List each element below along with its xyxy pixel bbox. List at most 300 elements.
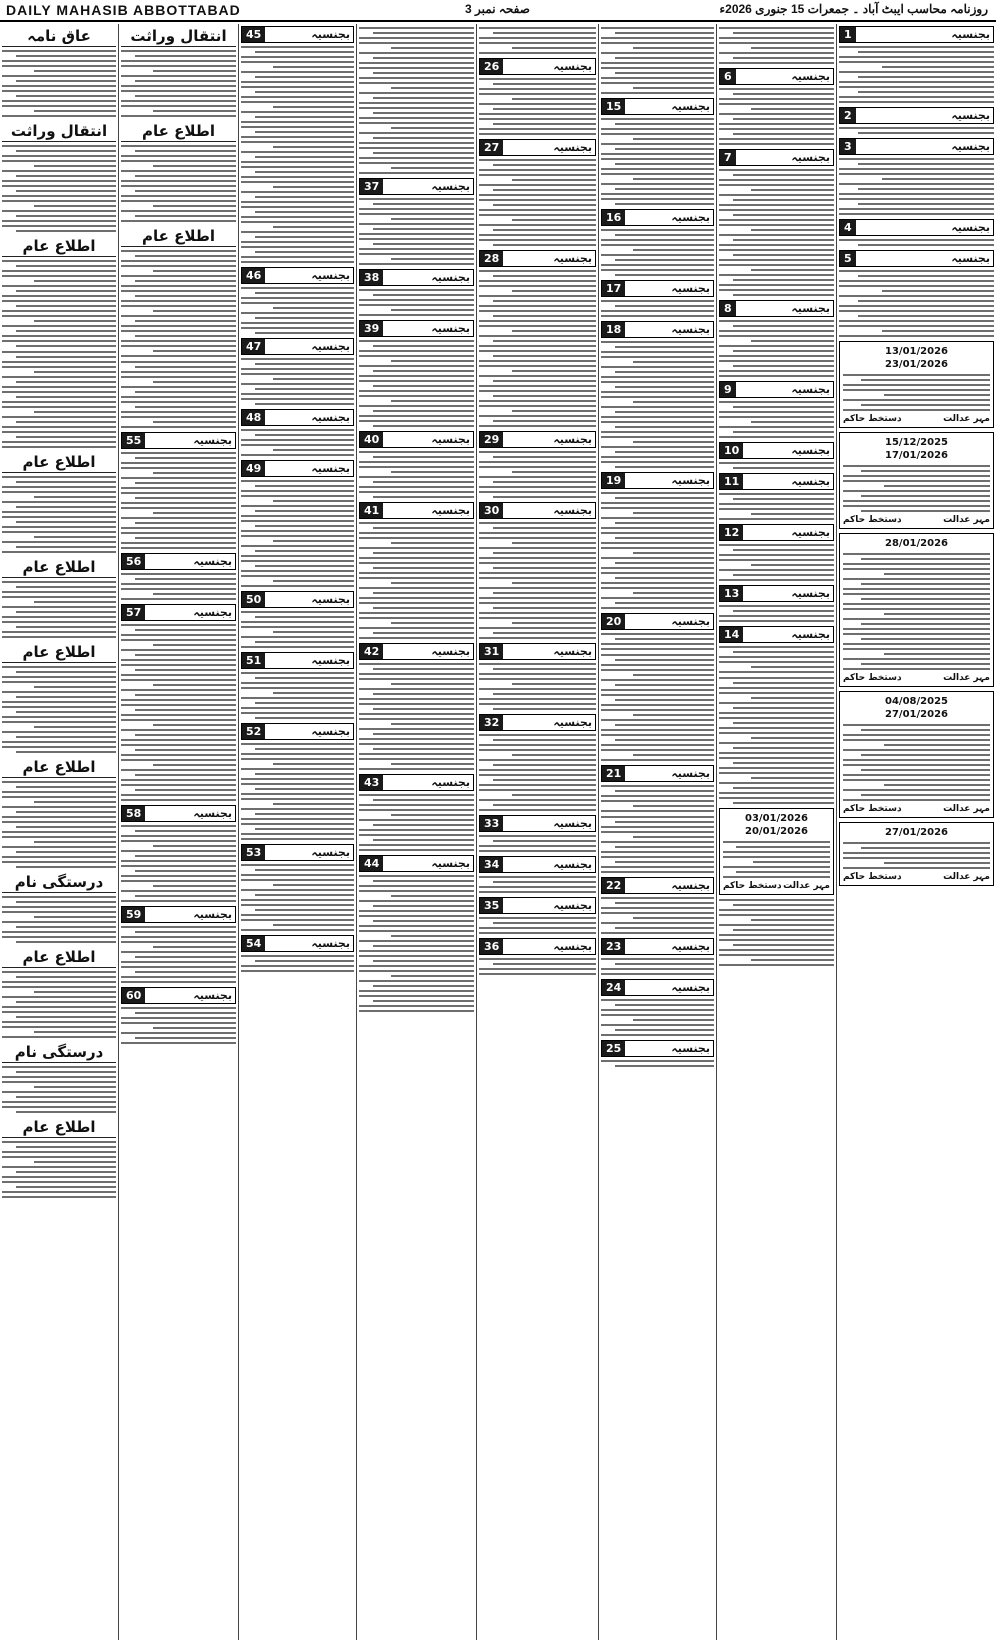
notice-label: بجنسیہ (193, 555, 232, 568)
text-line (719, 204, 834, 206)
text-line (135, 931, 236, 933)
notice-header (719, 381, 834, 398)
text-line (858, 244, 994, 246)
text-line (359, 233, 474, 235)
text-lines (839, 270, 994, 337)
text-line (601, 416, 714, 418)
text-line (153, 885, 236, 887)
text-line (241, 161, 354, 163)
notice-header (359, 178, 474, 195)
text-line (479, 425, 596, 427)
text-line (479, 678, 596, 680)
text-line (241, 126, 354, 128)
text-line (601, 912, 714, 914)
text-line (601, 968, 714, 970)
notice-header (359, 643, 474, 660)
text-line (751, 959, 834, 961)
text-line (2, 105, 116, 107)
text-line (479, 335, 596, 337)
notice-label: بجنسیہ (431, 645, 470, 658)
text-line (493, 527, 596, 529)
text-line (16, 150, 116, 152)
notice-number: 31 (480, 644, 503, 659)
text-line (2, 85, 116, 87)
text-line (615, 1004, 714, 1006)
notice-number: 4 (840, 220, 856, 235)
text-line (843, 618, 990, 620)
text-line (493, 244, 596, 246)
text-line (601, 704, 714, 706)
text-line (601, 1034, 714, 1036)
text-line (153, 421, 236, 423)
text-line (719, 615, 834, 617)
notice-number: 53 (242, 845, 265, 860)
text-line (255, 869, 354, 871)
text-line (391, 895, 474, 897)
text-line (121, 290, 236, 292)
text-line (884, 485, 990, 487)
text-line (719, 169, 834, 171)
notice-number: 14 (720, 627, 743, 642)
text-line (16, 901, 116, 903)
text-line (479, 637, 596, 639)
text-line (2, 1011, 116, 1013)
court-signature (843, 414, 990, 424)
text-line (373, 733, 474, 735)
text-line (135, 497, 236, 499)
text-line (719, 249, 834, 251)
notice-number: 1 (840, 27, 856, 42)
text-line (2, 706, 116, 708)
text-line (373, 345, 474, 347)
text-line (733, 294, 834, 296)
notice-number: 21 (602, 766, 625, 781)
text-line (121, 411, 236, 413)
text-line (16, 436, 116, 438)
notice (601, 27, 714, 94)
notice (2, 872, 116, 943)
text-line (121, 265, 236, 267)
notice-label: بجنسیہ (311, 593, 350, 606)
text-line (733, 574, 834, 576)
text-line (615, 497, 714, 499)
text-line (391, 471, 474, 473)
text-line (121, 260, 236, 262)
notice-label: بجنسیہ (311, 269, 350, 282)
text-line (273, 146, 354, 148)
paper-name: DAILY MAHASIB ABBOTTABAD (6, 2, 241, 18)
text-line (241, 358, 354, 360)
text-line (359, 380, 474, 382)
text-lines (479, 876, 596, 893)
notice-number: 54 (242, 936, 265, 951)
text-line (479, 320, 596, 322)
text-line (16, 811, 116, 813)
text-line (843, 500, 990, 502)
notice-header (601, 1040, 714, 1057)
text-lines (601, 633, 714, 650)
text-lines (2, 476, 116, 553)
notice-header (121, 604, 236, 621)
text-line (479, 375, 596, 377)
text-line (16, 506, 116, 508)
text-line (843, 490, 990, 492)
text-line (615, 699, 714, 701)
text-line (2, 366, 116, 368)
text-line (135, 1012, 236, 1014)
notice (359, 643, 474, 770)
notice (839, 691, 994, 818)
text-line (479, 400, 596, 402)
notice (121, 987, 236, 1044)
text-line (719, 52, 834, 54)
text-line (733, 174, 834, 176)
text-line (733, 610, 834, 612)
text-line (121, 340, 236, 342)
text-line (359, 890, 474, 892)
text-line (373, 748, 474, 750)
text-lines (719, 677, 834, 804)
court-signature (723, 881, 830, 891)
text-line (2, 75, 116, 77)
text-line (719, 103, 834, 105)
text-line (843, 633, 990, 635)
notice (479, 714, 596, 811)
text-line (359, 172, 474, 174)
text-line (135, 629, 236, 631)
text-line (121, 976, 236, 978)
section-heading: انتقال وراثت (121, 26, 236, 47)
notice-header (479, 897, 596, 914)
text-line (135, 578, 236, 580)
text-line (479, 37, 596, 39)
text-line (359, 102, 474, 104)
text-line (601, 341, 714, 343)
text-line (241, 191, 354, 193)
notice-header (839, 107, 994, 124)
text-line (601, 826, 714, 828)
notice-header (719, 300, 834, 317)
text-line (255, 960, 354, 962)
text-line (493, 693, 596, 695)
text-line (861, 769, 990, 771)
text-line (839, 280, 994, 282)
text-line (16, 696, 116, 698)
text-line (615, 927, 714, 929)
notice-number: 56 (122, 554, 145, 569)
text-line (241, 919, 354, 921)
text-line (512, 471, 596, 473)
text-line (615, 790, 714, 792)
text-line (241, 864, 354, 866)
text-line (359, 753, 474, 755)
text-line (719, 274, 834, 276)
text-line (135, 366, 236, 368)
text-line (135, 391, 236, 393)
text-line (861, 558, 990, 560)
text-line (601, 244, 714, 246)
text-line (719, 330, 834, 332)
text-lines (241, 287, 354, 334)
text-line (241, 823, 354, 825)
notice-label: بجنسیہ (431, 433, 470, 446)
text-line (2, 65, 116, 67)
notice (839, 822, 994, 886)
text-line (858, 91, 994, 93)
text-lines (843, 842, 990, 869)
text-line (373, 481, 474, 483)
notice-label: بجنسیہ (951, 221, 990, 234)
text-line (2, 60, 116, 62)
notice-number: 8 (720, 301, 736, 316)
text-line (121, 779, 236, 781)
notice-label: بجنسیہ (553, 141, 592, 154)
text-line (255, 76, 354, 78)
notice-label: بجنسیہ (671, 282, 710, 295)
notice-label: بجنسیہ (311, 725, 350, 738)
text-line (719, 732, 834, 734)
text-line (359, 415, 474, 417)
text-line (861, 729, 990, 731)
text-line (359, 990, 474, 992)
notice (121, 432, 236, 549)
text-line (153, 472, 236, 474)
text-line (733, 431, 834, 433)
text-line (479, 88, 596, 90)
text-line (719, 620, 834, 622)
notice (2, 236, 116, 347)
text-line (16, 751, 116, 753)
text-line (615, 411, 714, 413)
court-notice (839, 341, 994, 428)
text-line (2, 441, 116, 443)
text-line (241, 181, 354, 183)
notice-header (241, 591, 354, 608)
column (476, 24, 598, 1640)
text-line (391, 360, 474, 362)
text-line (241, 697, 354, 699)
text-line (719, 554, 834, 556)
text-line (479, 350, 596, 352)
text-line (2, 100, 116, 102)
notice (241, 844, 354, 931)
notice-label: بجنسیہ (671, 767, 710, 780)
notice-number: 29 (480, 432, 503, 447)
text-lines (2, 1141, 116, 1198)
text-line (121, 330, 236, 332)
text-line (2, 1106, 116, 1108)
text-line (359, 885, 474, 887)
text-lines (241, 611, 354, 648)
text-lines (359, 198, 474, 265)
sign-judge: دستخط حاکم (843, 414, 902, 424)
text-line (615, 57, 714, 59)
text-line (601, 841, 714, 843)
notice-number: 23 (602, 939, 625, 954)
text-lines (241, 358, 354, 405)
text-line (359, 915, 474, 917)
text-line (736, 871, 830, 873)
text-line (601, 315, 714, 317)
text-line (255, 510, 354, 512)
notice (719, 808, 834, 895)
court-notice (839, 533, 994, 687)
text-line (861, 404, 990, 406)
text-line (241, 545, 354, 547)
text-line (601, 42, 714, 44)
notice-number: 47 (242, 339, 265, 354)
text-lines (479, 78, 596, 135)
text-line (241, 778, 354, 780)
text-line (2, 225, 116, 227)
text-line (719, 184, 834, 186)
text-line (479, 557, 596, 559)
notice-label: بجنسیہ (431, 271, 470, 284)
text-lines (601, 229, 714, 276)
text-line (373, 1000, 474, 1002)
text-line (359, 950, 474, 952)
text-line (2, 315, 116, 317)
text-line (359, 198, 474, 200)
text-line (493, 108, 596, 110)
text-line (601, 507, 714, 509)
text-line (2, 896, 116, 898)
column (118, 24, 238, 1640)
text-line (479, 42, 596, 44)
column (598, 24, 716, 1640)
text-line (884, 784, 990, 786)
text-line (479, 886, 596, 888)
text-line (2, 431, 116, 433)
text-line (2, 921, 116, 923)
text-line (601, 356, 714, 358)
text-line (359, 223, 474, 225)
text-line (601, 973, 714, 975)
text-lines (719, 605, 834, 622)
text-line (273, 540, 354, 542)
text-line (2, 1066, 116, 1068)
notice (121, 26, 236, 117)
text-line (615, 123, 714, 125)
text-line (2, 691, 116, 693)
text-line (479, 663, 596, 665)
text-line (479, 295, 596, 297)
text-line (719, 320, 834, 322)
text-line (273, 692, 354, 694)
text-line (719, 914, 834, 916)
text-line (719, 702, 834, 704)
text-line (121, 355, 236, 357)
text-line (843, 628, 990, 630)
text-line (733, 133, 834, 135)
text-line (601, 198, 714, 200)
text-line (255, 525, 354, 527)
text-lines (601, 492, 714, 609)
text-line (601, 264, 714, 266)
column (836, 24, 996, 1640)
text-line (241, 874, 354, 876)
text-line (601, 633, 714, 635)
text-line (479, 703, 596, 705)
text-line (359, 253, 474, 255)
text-line (34, 70, 116, 72)
text-line (241, 86, 354, 88)
text-line (633, 552, 714, 554)
text-line (135, 654, 236, 656)
text-line (479, 774, 596, 776)
text-line (241, 929, 354, 931)
text-lines (719, 401, 834, 438)
text-line (135, 1037, 236, 1039)
text-line (843, 668, 990, 670)
text-line (479, 194, 596, 196)
notice (359, 27, 474, 174)
notice-number: 46 (242, 268, 265, 283)
text-line (479, 562, 596, 564)
text-line (493, 779, 596, 781)
text-line (241, 81, 354, 83)
text-line (601, 77, 714, 79)
text-line (391, 723, 474, 725)
text-line (241, 798, 354, 800)
text-line (241, 768, 354, 770)
sign-judge: دستخط حاکم (843, 673, 902, 683)
notice-number: 60 (122, 988, 145, 1003)
text-line (601, 391, 714, 393)
text-line (135, 406, 236, 408)
text-line (2, 426, 116, 428)
text-line (719, 37, 834, 39)
text-lines (121, 452, 236, 549)
text-line (121, 588, 236, 590)
text-line (121, 300, 236, 302)
text-line (273, 924, 354, 926)
text-line (843, 739, 990, 741)
notice-label: بجنسیہ (193, 807, 232, 820)
text-line (373, 243, 474, 245)
text-line (373, 228, 474, 230)
text-line (601, 648, 714, 650)
text-line (839, 213, 994, 215)
text-line (719, 493, 834, 495)
text-line (241, 530, 354, 532)
notice (839, 250, 994, 337)
text-line (135, 709, 236, 711)
text-line (493, 275, 596, 277)
text-line (373, 425, 474, 427)
notice-label: بجنسیہ (553, 433, 592, 446)
notice-header (601, 472, 714, 489)
notice (2, 947, 116, 1038)
text-line (359, 122, 474, 124)
text-line (493, 481, 596, 483)
text-line (2, 526, 116, 528)
text-line (615, 861, 714, 863)
text-line (34, 536, 116, 538)
text-line (391, 400, 474, 402)
text-line (34, 320, 116, 322)
text-line (719, 772, 834, 774)
text-line (843, 867, 990, 869)
text-line (839, 270, 994, 272)
text-line (359, 547, 474, 549)
text-line (733, 406, 834, 408)
text-line (241, 808, 354, 810)
text-line (601, 193, 714, 195)
text-line (135, 175, 236, 177)
text-line (601, 183, 714, 185)
text-line (241, 818, 354, 820)
